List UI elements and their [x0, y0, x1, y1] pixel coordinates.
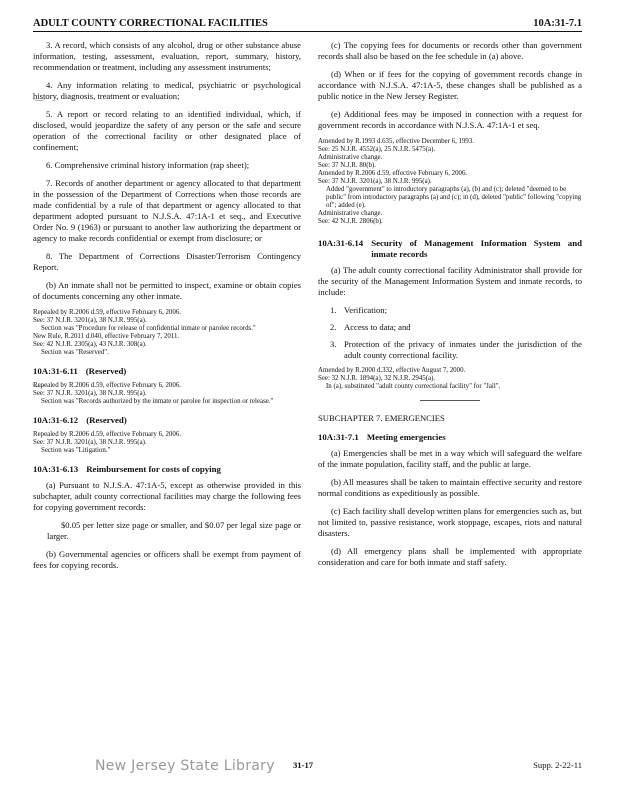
history-line: Added "government" to introductory paragraphs (a), (b) and (c); deleted "deemed to be public" from introductory paragraphs (a) and (c); in (d), deleted "public" following "copying of"; added (e).: [326, 186, 582, 209]
history-line: See: 37 N.J.R. 3201(a), 38 N.J.R. 995(a).: [318, 178, 432, 185]
section-number: 10A:31-6.14: [318, 238, 364, 248]
paragraph: (a) Emergencies shall be met in a way which will safeguard the welfare of the inmate population, facility staff, and the public at large.: [318, 448, 582, 469]
history-line: See: 32 N.J.R. 1894(a), 32 N.J.R. 2945(a).: [318, 375, 436, 382]
left-column: [33, 40, 301, 578]
history-note: [33, 382, 301, 406]
right-column: [318, 40, 582, 575]
history-line: Amended by R.2000 d.332, effective August 7, 2000.: [318, 367, 466, 374]
paragraph: (d) When or if fees for the copying of government records change in accordance with N.J.S.A. 47:1A-5, these changes shall be published as a public notice in the New Jersey Register.: [318, 69, 582, 101]
history-note: [318, 367, 582, 391]
history-line: See: 37 N.J.R. 3201(a), 38 N.J.R. 995(a).: [33, 390, 147, 397]
divider: [420, 400, 480, 401]
section-heading: [33, 464, 301, 475]
paragraph: (a) Pursuant to N.J.S.A. 47:1A-5, except as otherwise provided in this subchapter, adult county correctional facilities may charge the following fees for copying government records:: [33, 480, 301, 512]
paragraph: (e) Additional fees may be imposed in connection with a request for government records in accordance with N.J.S.A. 47:1A-1 et seq.: [318, 109, 582, 130]
history-line: Section was "Litigation.": [41, 447, 111, 454]
paragraph: (c) The copying fees for documents or records other than government records shall also be based on the fee schedule in (a) above.: [318, 40, 582, 61]
subchapter-heading: SUBCHAPTER 7. EMERGENCIES: [318, 413, 445, 423]
history-line: See: 37 N.J.R. 3201(a), 38 N.J.R. 995(a).: [33, 317, 147, 324]
history-line: Administrative change.: [318, 154, 383, 161]
paragraph: 7. Records of another department or agency allocated to that department in the possession of the Department of Corrections when those records are made confidential by a rule of that department or agency allocated to that department adopted pursuant to N.J.S.A. 47:1A-1 et seq., and Executive Order No. 9 (1963) or pursuant to another law authorizing the department or agency to make records confidential or exempt from disclosure; or: [33, 178, 301, 243]
history-line: See: 37 N.J.R. 3201(a), 38 N.J.R. 995(a).: [33, 439, 147, 446]
list-number: 3.: [330, 339, 337, 349]
history-line: Section was "Procedure for release of confidential inmate or parolee records.": [41, 325, 256, 332]
history-line: Amended by R.1993 d.635, effective December 6, 1993.: [318, 138, 475, 145]
section-heading: [33, 366, 301, 377]
section-title: Meeting emergencies: [366, 432, 446, 442]
section-title: (Reserved): [85, 366, 127, 376]
page-header: [33, 15, 582, 32]
history-note: [33, 431, 301, 455]
section-heading: [318, 432, 582, 443]
paragraph: (a) The adult county correctional facility Administrator shall provide for the security of the Management Information System and inmate records, to include:: [318, 265, 582, 297]
history-note: [318, 138, 582, 226]
section-number: 10A:31-6.11: [33, 366, 78, 376]
section-title: Reimbursement for costs of copying: [86, 464, 221, 474]
list-item: [330, 305, 582, 316]
history-note: [33, 309, 301, 357]
section-title: Security of Management Information System and inmate records: [371, 238, 582, 259]
page-number: 31-17: [293, 760, 314, 770]
section-heading: [318, 238, 582, 260]
list-text: Verification;: [344, 305, 387, 315]
list-number: 2.: [330, 322, 337, 332]
paragraph: $0.05 per letter size page or smaller, and $0.07 per legal size page or larger.: [47, 520, 301, 541]
list-text: Protection of the privacy of inmates under the jurisdiction of the adult county correctional facility.: [344, 339, 582, 360]
header-title: ADULT COUNTY CORRECTIONAL FACILITIES: [33, 18, 268, 29]
history-line: See: 37 N.J.R. 80(b).: [318, 162, 376, 169]
section-number: 10A:31-6.13: [33, 464, 79, 474]
history-line: Repealed by R.2006 d.59, effective February 6, 2006.: [33, 431, 181, 438]
history-line: In (a), substituted "adult county correctional facility" for "Jail".: [326, 383, 501, 390]
history-line: Repealed by R.2006 d.59, effective February 6, 2006.: [33, 309, 181, 316]
history-line: Repealed by R.2006 d.59, effective February 6, 2006.: [33, 382, 181, 389]
supplement-date: Supp. 2-22-11: [533, 760, 582, 770]
history-line: See: 42 N.J.R. 2806(b).: [318, 218, 383, 225]
section-heading: [33, 415, 301, 426]
paragraph: (d) All emergency plans shall be implemented with appropriate consideration and care for both inmate and staff safety.: [318, 546, 582, 567]
library-watermark: New Jersey State Library: [95, 758, 275, 774]
history-line: Amended by R.2006 d.59, effective February 6, 2006.: [318, 170, 468, 177]
paragraph: (b) An inmate shall not be permitted to inspect, examine or obtain copies of documents concerning any other inmate.: [33, 280, 301, 301]
history-line: See: 42 N.J.R. 2305(a), 43 N.J.R. 308(a).: [33, 341, 147, 348]
history-line: New Rule, R.2011 d.040, effective February 7, 2011.: [33, 333, 180, 340]
section-title: (Reserved): [86, 415, 127, 425]
history-line: Section was "Records authorized by the inmate or parolee for inspection or release.": [41, 398, 274, 405]
page-footer: [0, 758, 618, 778]
paragraph: 5. A report or record relating to an identified individual, which, if disclosed, would jeopardize the safety of any person or the safe and secure operation of the correctional facility or other designated place of confinement;: [33, 109, 301, 152]
list-item: [330, 339, 582, 361]
list-number: 1.: [330, 305, 337, 315]
paragraph: (c) Each facility shall develop written plans for emergencies such as, but not limited to, passive resistance, work stoppage, escapes, riots and natural disasters.: [318, 506, 582, 538]
paragraph: (b) All measures shall be taken to maintain effective security and restore normal conditions as expeditiously as possible.: [318, 477, 582, 498]
list-item: [330, 322, 582, 333]
history-line: See: 25 N.J.R. 4552(a), 25 N.J.R. 5475(a).: [318, 146, 436, 153]
section-number: 10A:31-6.12: [33, 415, 79, 425]
list-text: Access to data; and: [344, 322, 411, 332]
history-line: Section was "Reserved".: [41, 349, 109, 356]
paragraph: (b) Governmental agencies or officers shall be exempt from payment of fees for copying records.: [33, 549, 301, 570]
header-code: 10A:31-7.1: [533, 18, 582, 29]
history-line: Administrative change.: [318, 210, 383, 217]
paragraph: 6. Comprehensive criminal history information (rap sheet);: [46, 160, 250, 170]
paragraph: 8. The Department of Corrections Disaster/Terrorism Contingency Report.: [33, 251, 301, 272]
paragraph: 3. A record, which consists of any alcohol, drug or other substance abuse information, testing, assessment, evaluation, report, summary, history, recommendation or treatment, including any assessment instruments;: [33, 40, 301, 72]
section-number: 10A:31-7.1: [318, 432, 359, 442]
paragraph: 4. Any information relating to medical, psychiatric or psychological history, diagnosis, treatment or evaluation;: [33, 80, 301, 101]
